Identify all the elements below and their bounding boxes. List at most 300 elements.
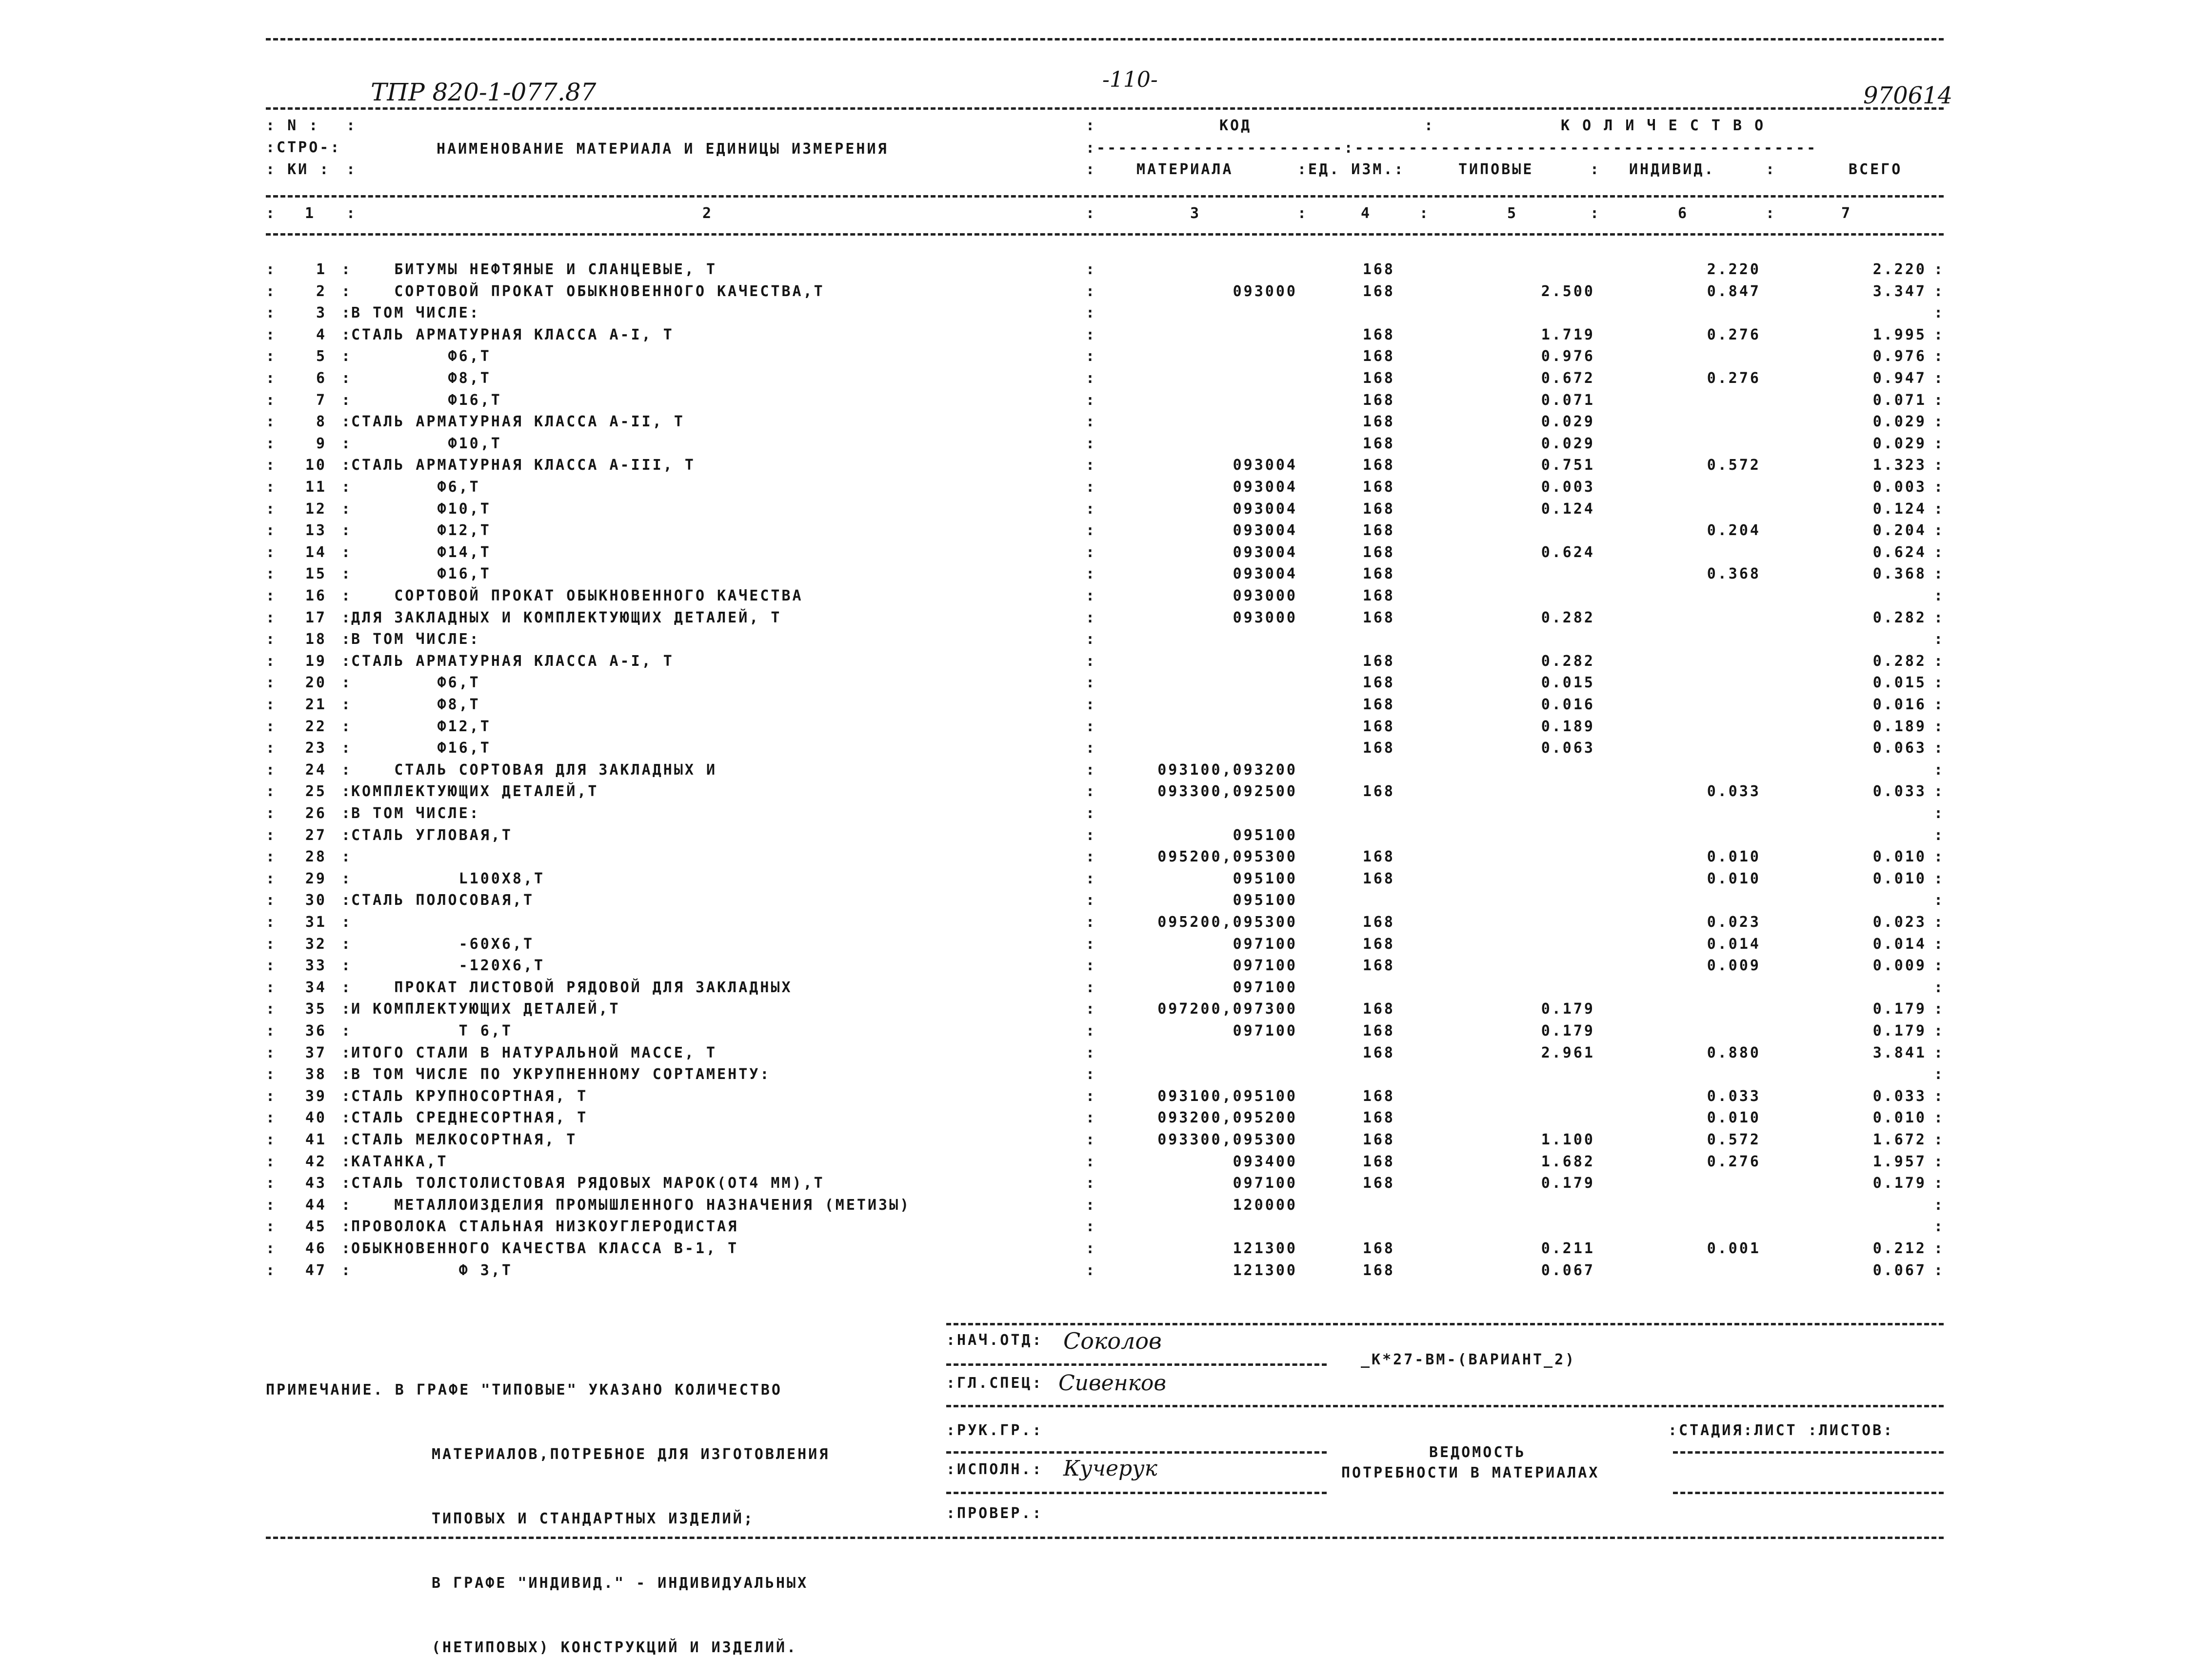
stage-label: :СТАДИЯ:ЛИСТ :ЛИСТОВ: xyxy=(1668,1422,1894,1439)
qty-total: 0.947 xyxy=(1872,370,1927,387)
qty-total: 0.067 xyxy=(1872,1261,1927,1279)
unit-code: 168 xyxy=(1362,1131,1395,1148)
row-edge: : xyxy=(1934,479,1945,496)
row-edge: : xyxy=(266,783,277,800)
note-line-1: ПРИМЕЧАНИЕ. В ГРАФЕ "ТИПОВЫЕ" УКАЗАНО КОЛИЧЕСТВО xyxy=(266,1381,782,1399)
qty-individual: 0.010 xyxy=(1707,870,1761,887)
row-sep: : xyxy=(1086,631,1097,648)
row-sep: : xyxy=(341,587,353,604)
material-name: Т 6,Т xyxy=(351,1022,513,1040)
row-edge: : xyxy=(266,1175,277,1192)
table-row xyxy=(0,761,2189,783)
material-code: 093004 xyxy=(1233,457,1297,474)
qty-typical: 0.003 xyxy=(1541,479,1595,496)
row-sep: : xyxy=(1086,848,1097,866)
row-edge: : xyxy=(266,914,277,931)
row-number: 7 xyxy=(316,391,327,409)
row-edge: : xyxy=(266,870,277,887)
row-sep: : xyxy=(341,1087,353,1105)
unit-code: 168 xyxy=(1362,783,1395,800)
row-edge: : xyxy=(266,522,277,540)
doc-code: ТПР 820-1-077.87 xyxy=(371,78,597,106)
unit-code: 168 xyxy=(1362,1261,1395,1279)
row-sep: : xyxy=(1086,892,1097,909)
qty-individual: 0.001 xyxy=(1707,1240,1761,1257)
row-number: 19 xyxy=(305,652,327,670)
qty-total: 0.029 xyxy=(1872,435,1927,452)
row-sep: : xyxy=(341,718,353,735)
qty-total: 0.368 xyxy=(1872,565,1927,583)
unit-code: 168 xyxy=(1362,957,1395,975)
row-edge: : xyxy=(266,979,277,996)
row-sep: : xyxy=(1086,587,1097,604)
unit-code: 168 xyxy=(1362,348,1395,365)
qty-total: 1.995 xyxy=(1872,326,1927,343)
qty-typical: 0.976 xyxy=(1541,348,1595,365)
row-number: 12 xyxy=(305,500,327,518)
row-number: 38 xyxy=(305,1066,327,1083)
row-edge: : xyxy=(1934,848,1945,866)
row-sep: : xyxy=(341,631,353,648)
table-row xyxy=(0,283,2189,304)
unit-code: 168 xyxy=(1362,391,1395,409)
sub-total: ВСЕГО xyxy=(1849,161,1903,178)
table-row xyxy=(0,1262,2189,1283)
table-row xyxy=(0,936,2189,957)
table-row xyxy=(0,261,2189,282)
table-row xyxy=(0,1175,2189,1196)
qty-total: 0.015 xyxy=(1872,674,1927,692)
material-name: ОБЫКНОВЕННОГО КАЧЕСТВА КЛАССА В-1, Т xyxy=(351,1240,739,1257)
row-edge: : xyxy=(1934,979,1945,996)
row-edge: : xyxy=(266,1022,277,1040)
material-name: СТАЛЬ АРМАТУРНАЯ КЛАССА А-I, Т xyxy=(351,652,674,670)
table-row xyxy=(0,1109,2189,1131)
qty-total: 0.003 xyxy=(1872,479,1927,496)
material-name: Ф16,Т xyxy=(351,740,491,757)
unit-code: 168 xyxy=(1362,500,1395,518)
row-sep: : xyxy=(1086,783,1097,800)
row-number: 26 xyxy=(305,805,327,822)
table-row xyxy=(0,457,2189,478)
material-code: 097100 xyxy=(1233,979,1297,996)
row-sep: : xyxy=(1086,870,1097,887)
qty-total: 0.010 xyxy=(1872,1109,1927,1127)
qty-total: 0.204 xyxy=(1872,522,1927,540)
row-sep: : xyxy=(341,957,353,975)
nach-otd-label: :НАЧ.ОТД: xyxy=(946,1332,1043,1349)
table-row xyxy=(0,413,2189,435)
col1-header-3: : КИ : xyxy=(266,161,331,178)
stamp-number: 970614 xyxy=(1863,82,1953,109)
row-edge: : xyxy=(266,587,277,604)
material-name: СТАЛЬ КРУПНОСОРТНАЯ, Т xyxy=(351,1087,588,1105)
row-sep: : xyxy=(341,935,353,953)
row-edge: : xyxy=(266,935,277,953)
qty-total: 0.624 xyxy=(1872,543,1927,561)
table-header: : N : :СТРО-: : КИ : : : НАИМЕНОВАНИЕ МАТЕРИАЛА И ЕДИНИЦЫ ИЗМЕРЕНИЯ : : КОД : К О Л И Ч Е С Т В О :-----------------------:------------------------------------------- МАТЕРИАЛА :ЕД. ИЗМ.: ТИПОВЫЕ : ИНДИВИД. : ВСЕГО xyxy=(266,117,1903,178)
material-code: 093100,093200 xyxy=(1157,761,1297,779)
material-code: 093004 xyxy=(1233,479,1297,496)
qty-individual: 0.023 xyxy=(1707,914,1761,931)
qty-total: 0.016 xyxy=(1872,696,1927,713)
row-sep: : xyxy=(341,1022,353,1040)
row-sep: : xyxy=(1086,1109,1097,1127)
qty-total: 0.071 xyxy=(1872,391,1927,409)
table-row xyxy=(0,565,2189,587)
table-row xyxy=(0,1000,2189,1022)
row-sep: : xyxy=(341,261,353,278)
row-edge: : xyxy=(266,457,277,474)
row-number: 28 xyxy=(305,848,327,866)
qty-total: 1.672 xyxy=(1872,1131,1927,1148)
table-row xyxy=(0,718,2189,740)
material-code: 093000 xyxy=(1233,609,1297,626)
table-row xyxy=(0,1218,2189,1240)
row-edge: : xyxy=(1934,1087,1945,1105)
row-sep: : xyxy=(1086,805,1097,822)
qty-typical: 0.189 xyxy=(1541,718,1595,735)
bottom-rule xyxy=(266,1537,1944,1539)
row-edge: : xyxy=(1934,348,1945,365)
row-edge: : xyxy=(1934,1109,1945,1127)
row-sep: : xyxy=(1086,935,1097,953)
sub-material: МАТЕРИАЛА xyxy=(1136,161,1234,178)
row-number: 5 xyxy=(316,348,327,365)
table-row xyxy=(0,1197,2189,1218)
material-code: 121300 xyxy=(1233,1240,1297,1257)
row-edge: : xyxy=(1934,1175,1945,1192)
unit-code: 168 xyxy=(1362,674,1395,692)
qty-total: 3.347 xyxy=(1872,282,1927,300)
row-sep: : xyxy=(1086,1087,1097,1105)
row-edge: : xyxy=(266,761,277,779)
qty-individual: 0.010 xyxy=(1707,848,1761,866)
table-row xyxy=(0,870,2189,892)
material-code: 093100,095100 xyxy=(1157,1087,1297,1105)
table-row xyxy=(0,370,2189,391)
qty-typical: 1.682 xyxy=(1541,1153,1595,1170)
doc-title-2: ПОТРЕБНОСТИ В МАТЕРИАЛАХ xyxy=(1341,1464,1600,1481)
row-sep: : xyxy=(341,522,353,540)
row-number: 31 xyxy=(305,914,327,931)
qty-individual: 0.009 xyxy=(1707,957,1761,975)
qty-typical: 1.100 xyxy=(1541,1131,1595,1148)
unit-code: 168 xyxy=(1362,326,1395,343)
row-edge: : xyxy=(1934,1196,1945,1214)
unit-code: 168 xyxy=(1362,718,1395,735)
row-sep: : xyxy=(1086,1240,1097,1257)
qty-total: 0.212 xyxy=(1872,1240,1927,1257)
row-sep: : xyxy=(341,565,353,583)
material-name: Ф8,Т xyxy=(351,696,480,713)
material-name: МЕТАЛЛОИЗДЕЛИЯ ПРОМЫШЛЕННОГО НАЗНАЧЕНИЯ (МЕТИЗЫ) xyxy=(351,1196,911,1214)
unit-code: 168 xyxy=(1362,1000,1395,1018)
row-sep: : xyxy=(341,391,353,409)
unit-code: 168 xyxy=(1362,935,1395,953)
material-name: СТАЛЬ АРМАТУРНАЯ КЛАССА А-II, Т xyxy=(351,413,685,431)
unit-code: 168 xyxy=(1362,870,1395,887)
qty-typical: 0.124 xyxy=(1541,500,1595,518)
row-number: 37 xyxy=(305,1044,327,1061)
row-number: 30 xyxy=(305,892,327,909)
material-code: 093004 xyxy=(1233,522,1297,540)
row-sep: : xyxy=(1086,413,1097,431)
row-number: 41 xyxy=(305,1131,327,1148)
note-line-4: В ГРАФЕ "ИНДИВИД." - ИНДИВИДУАЛЬНЫХ xyxy=(432,1575,809,1592)
row-sep: : xyxy=(341,783,353,800)
row-sep: : xyxy=(341,282,353,300)
material-name: Ф16,Т xyxy=(351,391,502,409)
row-sep: : xyxy=(1086,1218,1097,1236)
qty-total: 0.010 xyxy=(1872,870,1927,887)
row-edge: : xyxy=(1934,609,1945,626)
unit-code: 168 xyxy=(1362,370,1395,387)
row-edge: : xyxy=(1934,631,1945,648)
material-code: 093000 xyxy=(1233,587,1297,604)
row-number: 25 xyxy=(305,783,327,800)
row-number: 39 xyxy=(305,1087,327,1105)
row-sep: : xyxy=(1086,282,1097,300)
row-sep: : xyxy=(1086,543,1097,561)
row-edge: : xyxy=(1934,435,1945,452)
row-number: 33 xyxy=(305,957,327,975)
row-number: 13 xyxy=(305,522,327,540)
unit-code: 168 xyxy=(1362,696,1395,713)
ruk-gr-label: :РУК.ГР.: xyxy=(946,1422,1043,1439)
row-edge: : xyxy=(266,1218,277,1236)
row-sep: : xyxy=(1086,326,1097,343)
qty-typical: 0.672 xyxy=(1541,370,1595,387)
qty-typical: 0.751 xyxy=(1541,457,1595,474)
gl-spec-signature: Сивенков xyxy=(1058,1371,1167,1396)
row-number: 16 xyxy=(305,587,327,604)
row-edge: : xyxy=(1934,696,1945,713)
row-sep: : xyxy=(341,1000,353,1018)
material-name: В ТОМ ЧИСЛЕ: xyxy=(351,805,480,822)
row-edge: : xyxy=(266,892,277,909)
material-name: -60Х6,Т xyxy=(351,935,535,953)
row-edge: : xyxy=(1934,1153,1945,1170)
unit-code: 168 xyxy=(1362,522,1395,540)
material-name: Ф6,Т xyxy=(351,674,480,692)
row-sep: : xyxy=(1086,740,1097,757)
unit-code: 168 xyxy=(1362,587,1395,604)
table-row xyxy=(0,326,2189,348)
row-edge: : xyxy=(1934,1261,1945,1279)
row-sep: : xyxy=(341,435,353,452)
material-name: СТАЛЬ СРЕДНЕСОРТНАЯ, Т xyxy=(351,1109,588,1127)
qty-total: 0.014 xyxy=(1872,935,1927,953)
unit-code: 168 xyxy=(1362,1175,1395,1192)
qty-total: 0.033 xyxy=(1872,1087,1927,1105)
row-sep: : xyxy=(341,979,353,996)
row-edge: : xyxy=(1934,261,1945,278)
qty-typical: 0.063 xyxy=(1541,740,1595,757)
material-name: Ф6,Т xyxy=(351,479,480,496)
ispoln-signature: Кучерук xyxy=(1063,1456,1157,1481)
row-sep: : xyxy=(1086,718,1097,735)
row-edge: : xyxy=(1934,805,1945,822)
row-edge: : xyxy=(1934,1066,1945,1083)
row-edge: : xyxy=(266,1087,277,1105)
qty-individual: 0.847 xyxy=(1707,282,1761,300)
row-edge: : xyxy=(1934,674,1945,692)
sub-typ: ТИПОВЫЕ xyxy=(1458,161,1534,178)
material-name: В ТОМ ЧИСЛЕ ПО УКРУПНЕННОМУ СОРТАМЕНТУ: xyxy=(351,1066,771,1083)
qty-individual: 0.033 xyxy=(1707,1087,1761,1105)
material-name: КАТАНКА,Т xyxy=(351,1153,448,1170)
row-edge: : xyxy=(266,1000,277,1018)
row-number: 42 xyxy=(305,1153,327,1170)
qty-typical: 0.015 xyxy=(1541,674,1595,692)
material-code: 093004 xyxy=(1233,565,1297,583)
row-edge: : xyxy=(266,370,277,387)
row-edge: : xyxy=(1934,326,1945,343)
row-edge: : xyxy=(1934,565,1945,583)
qty-typical: 0.067 xyxy=(1541,1261,1595,1279)
material-name: Ф6,Т xyxy=(351,348,491,365)
row-sep: : xyxy=(341,500,353,518)
ispoln-label: :ИСПОЛН.: xyxy=(946,1461,1043,1478)
qty-individual: 0.572 xyxy=(1707,457,1761,474)
row-sep: : xyxy=(1086,652,1097,670)
row-sep: : xyxy=(341,609,353,626)
qty-total: 0.124 xyxy=(1872,500,1927,518)
row-edge: : xyxy=(266,304,277,322)
row-number: 20 xyxy=(305,674,327,692)
row-sep: : xyxy=(341,413,353,431)
material-name: Ф16,Т xyxy=(351,565,491,583)
qty-title: К О Л И Ч Е С Т В О xyxy=(1561,117,1766,134)
row-number: 18 xyxy=(305,631,327,648)
material-name: ИТОГО СТАЛИ В НАТУРАЛЬНОЙ МАССЕ, Т xyxy=(351,1044,717,1061)
note-line-5: (НЕТИПОВЫХ) КОНСТРУКЦИЙ И ИЗДЕЛИЙ. xyxy=(432,1639,798,1656)
row-number: 10 xyxy=(305,457,327,474)
row-sep: : xyxy=(341,1240,353,1257)
qty-total: 2.220 xyxy=(1872,261,1927,278)
top-rule xyxy=(266,38,1944,40)
material-name: Ф8,Т xyxy=(351,370,491,387)
row-edge: : xyxy=(1934,370,1945,387)
code-title: КОД xyxy=(1219,117,1252,134)
qty-typical: 0.029 xyxy=(1541,413,1595,431)
unit-code: 168 xyxy=(1362,457,1395,474)
table-row xyxy=(0,1153,2189,1175)
material-name: Ф 3,Т xyxy=(351,1261,513,1279)
row-sep: : xyxy=(341,1218,353,1236)
row-sep: : xyxy=(341,826,353,844)
row-number: 17 xyxy=(305,609,327,626)
material-name: И КОМПЛЕКТУЮЩИХ ДЕТАЛЕЙ,Т xyxy=(351,1000,620,1018)
material-code: 097100 xyxy=(1233,935,1297,953)
row-edge: : xyxy=(266,326,277,343)
row-sep: : xyxy=(1086,826,1097,844)
prover-label: :ПРОВЕР.: xyxy=(946,1505,1043,1522)
row-sep: : xyxy=(341,892,353,909)
row-sep: : xyxy=(1086,696,1097,713)
qty-total: 0.282 xyxy=(1872,609,1927,626)
material-name: СТАЛЬ ТОЛСТОЛИСТОВАЯ РЯДОВЫХ МАРОК(ОТ4 ММ),Т xyxy=(351,1175,825,1192)
row-sep: : xyxy=(1086,1022,1097,1040)
row-edge: : xyxy=(1934,1000,1945,1018)
row-sep: : xyxy=(341,761,353,779)
row-sep: : xyxy=(341,674,353,692)
material-code: 095200,095300 xyxy=(1157,848,1297,866)
row-sep: : xyxy=(341,1196,353,1214)
row-sep: : xyxy=(341,696,353,713)
row-edge: : xyxy=(266,652,277,670)
row-edge: : xyxy=(266,543,277,561)
header-bottom-rule xyxy=(266,233,1944,236)
row-edge: : xyxy=(1934,783,1945,800)
row-edge: : xyxy=(266,805,277,822)
row-edge: : xyxy=(266,413,277,431)
row-edge: : xyxy=(266,826,277,844)
qty-typical: 0.071 xyxy=(1541,391,1595,409)
row-sep: : xyxy=(341,326,353,343)
row-sep: : xyxy=(341,1153,353,1170)
row-edge: : xyxy=(1934,391,1945,409)
row-sep: : xyxy=(1086,1000,1097,1018)
material-name: СТАЛЬ СОРТОВАЯ ДЛЯ ЗАКЛАДНЫХ И xyxy=(351,761,717,779)
row-sep: : xyxy=(341,479,353,496)
row-sep: : xyxy=(341,1044,353,1061)
row-sep: : xyxy=(1086,479,1097,496)
unit-code: 168 xyxy=(1362,543,1395,561)
row-edge: : xyxy=(1934,870,1945,887)
row-number: 2 xyxy=(316,282,327,300)
row-edge: : xyxy=(1934,500,1945,518)
qty-individual: 0.010 xyxy=(1707,1109,1761,1127)
unit-code: 168 xyxy=(1362,435,1395,452)
unit-code: 168 xyxy=(1362,914,1395,931)
qty-total: 3.841 xyxy=(1872,1044,1927,1061)
row-sep: : xyxy=(1086,957,1097,975)
table-row xyxy=(0,740,2189,761)
unit-code: 168 xyxy=(1362,1044,1395,1061)
row-edge: : xyxy=(1934,652,1945,670)
row-number: 6 xyxy=(316,370,327,387)
doc-title-1: ВЕДОМОСТЬ xyxy=(1429,1444,1526,1461)
table-row xyxy=(0,783,2189,804)
qty-total: 0.282 xyxy=(1872,652,1927,670)
qty-typical: 0.211 xyxy=(1541,1240,1595,1257)
row-edge: : xyxy=(1934,543,1945,561)
unit-code: 168 xyxy=(1362,261,1395,278)
row-sep: : xyxy=(341,1066,353,1083)
table-row xyxy=(0,848,2189,870)
qty-typical: 1.719 xyxy=(1541,326,1595,343)
row-edge: : xyxy=(266,1261,277,1279)
material-code: 095100 xyxy=(1233,870,1297,887)
row-edge: : xyxy=(266,674,277,692)
row-edge: : xyxy=(266,1109,277,1127)
row-edge: : xyxy=(266,261,277,278)
qty-total: 0.063 xyxy=(1872,740,1927,757)
material-name: Ф10,Т xyxy=(351,500,491,518)
row-edge: : xyxy=(266,609,277,626)
row-number: 9 xyxy=(316,435,327,452)
header-rule xyxy=(266,107,1944,110)
unit-code: 168 xyxy=(1362,1087,1395,1105)
row-sep: : xyxy=(341,848,353,866)
row-edge: : xyxy=(1934,587,1945,604)
row-edge: : xyxy=(1934,957,1945,975)
row-number: 32 xyxy=(305,935,327,953)
table-row xyxy=(0,522,2189,543)
row-sep: : xyxy=(1086,500,1097,518)
